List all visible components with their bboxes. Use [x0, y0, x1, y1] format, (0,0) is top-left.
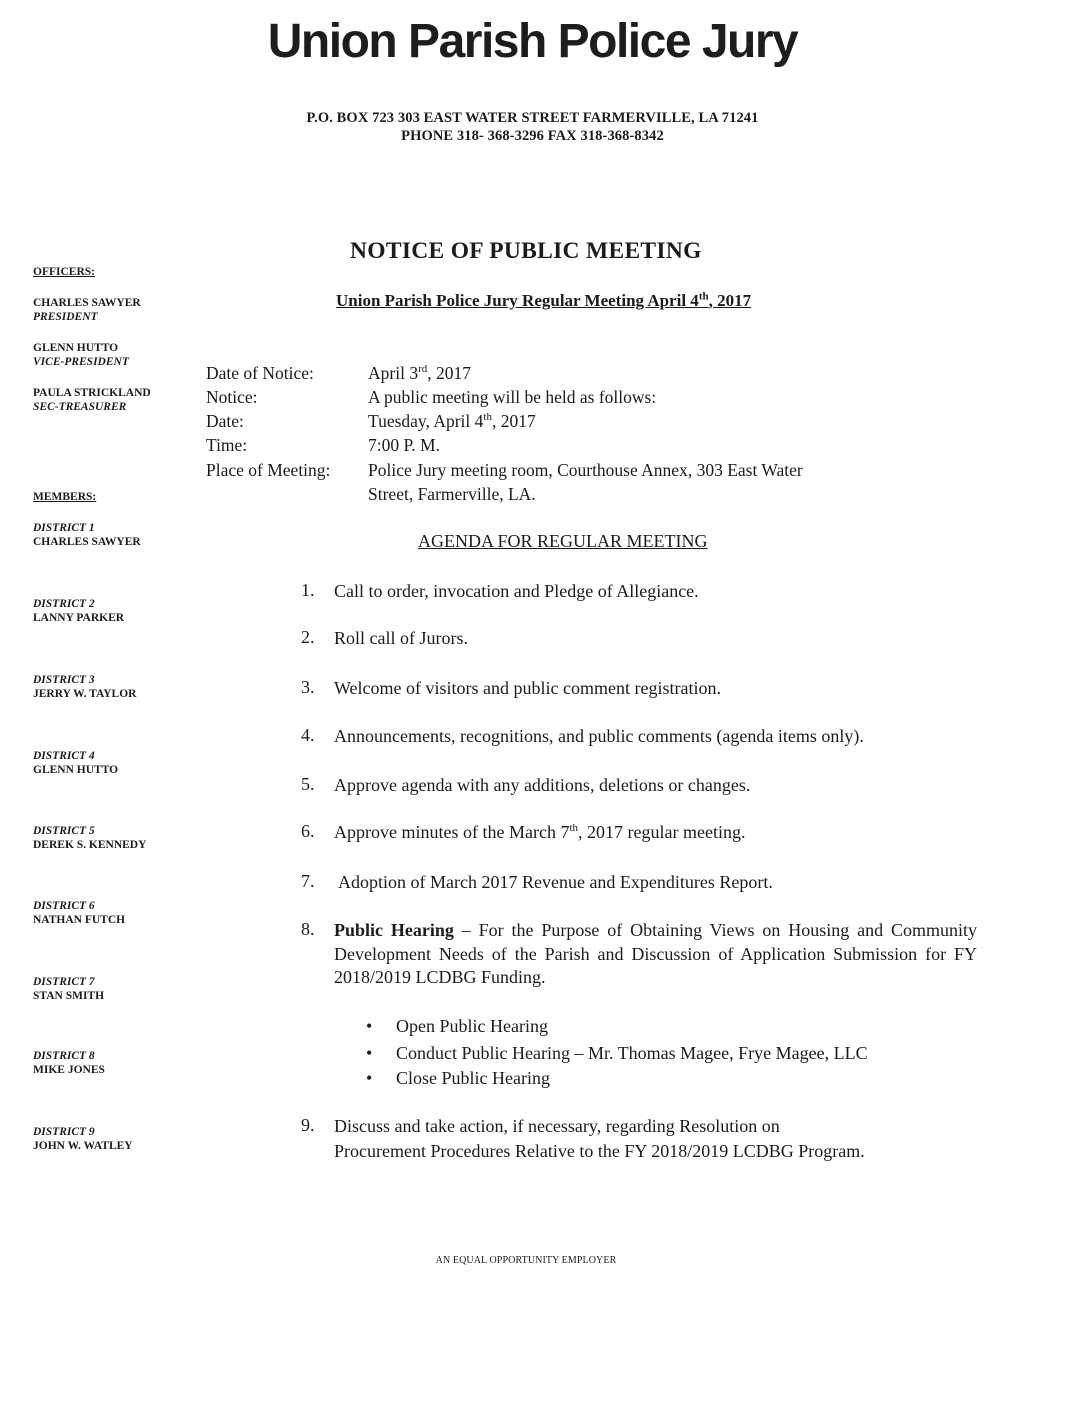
- member-name: GLENN HUTTO: [33, 764, 119, 776]
- officers-heading: OFFICERS:: [33, 266, 95, 278]
- member-entry: [33, 1125, 133, 1153]
- agenda-item-number: 6.: [301, 821, 315, 841]
- bullet-icon: •: [366, 1016, 373, 1036]
- info-value: Street, Farmerville, LA.: [368, 484, 536, 504]
- bullet-icon: •: [366, 1068, 373, 1088]
- public-hearing-label: Public Hearing: [334, 920, 454, 940]
- officer-title: PRESIDENT: [33, 311, 98, 323]
- notice-title: NOTICE OF PUBLIC MEETING: [350, 238, 702, 264]
- member-district: DISTRICT 2: [33, 598, 95, 610]
- info-label: Place of Meeting:: [206, 460, 331, 480]
- member-name: JERRY W. TAYLOR: [33, 688, 137, 700]
- info-label: Date of Notice:: [206, 363, 314, 383]
- letterhead-phone-fax: PHONE 318- 368-3296 FAX 318-368-8342: [401, 128, 664, 144]
- letterhead-address: P.O. BOX 723 303 EAST WATER STREET FARMERVILLE, LA 71241: [306, 110, 759, 126]
- agenda-item: Approve agenda with any additions, deletions or changes.: [334, 775, 751, 795]
- officer-entry: [33, 296, 141, 324]
- member-entry: [33, 899, 125, 927]
- agenda-heading: AGENDA FOR REGULAR MEETING: [418, 531, 708, 551]
- member-name: CHARLES SAWYER: [33, 536, 141, 548]
- agenda-item-number: 5.: [301, 774, 315, 794]
- bullet-icon: •: [366, 1043, 373, 1063]
- agenda-item: Announcements, recognitions, and public comments (agenda items only).: [334, 726, 864, 746]
- member-entry: [33, 749, 118, 777]
- agenda-item-number: 8.: [301, 919, 315, 939]
- info-value: Tuesday, April 4th, 2017: [368, 411, 536, 431]
- agenda-item: Call to order, invocation and Pledge of Allegiance.: [334, 581, 699, 601]
- info-value: 7:00 P. M.: [368, 435, 440, 455]
- member-district: DISTRICT 9: [33, 1126, 95, 1138]
- info-label: Date:: [206, 411, 244, 431]
- member-name: LANNY PARKER: [33, 612, 125, 624]
- member-name: MIKE JONES: [33, 1064, 105, 1076]
- agenda-item-number: 4.: [301, 725, 315, 745]
- footer-eoe: AN EQUAL OPPORTUNITY EMPLOYER: [435, 1255, 617, 1266]
- meeting-heading: Union Parish Police Jury Regular Meeting April 4th, 2017: [336, 290, 752, 310]
- agenda-item-continuation: Procurement Procedures Relative to the FY 2018/2019 LCDBG Program.: [334, 1141, 865, 1161]
- hearing-bullet: Close Public Hearing: [396, 1068, 550, 1088]
- agenda-item: Discuss and take action, if necessary, regarding Resolution on: [334, 1116, 780, 1136]
- officer-entry: [33, 341, 129, 369]
- officer-name: CHARLES SAWYER: [33, 297, 141, 309]
- member-district: DISTRICT 3: [33, 674, 95, 686]
- agenda-item-number: 2.: [301, 627, 315, 647]
- officer-title: VICE-PRESIDENT: [33, 356, 129, 368]
- agenda-item-number: 7.: [301, 871, 315, 891]
- agenda-item: Adoption of March 2017 Revenue and Expenditures Report.: [338, 872, 773, 892]
- info-label: Notice:: [206, 387, 258, 407]
- member-name: DEREK S. KENNEDY: [33, 839, 147, 851]
- member-entry: [33, 521, 141, 549]
- agenda-item-number: 9.: [301, 1115, 315, 1135]
- member-entry: [33, 673, 136, 701]
- agenda-item: Public Hearing – For the Purpose of Obtaining Views on Housing and Community Development Needs of the Parish and Discussion of Application Submission for FY 2018/2019 LCDBG Funding.: [334, 920, 977, 987]
- agenda-item: Approve minutes of the March 7th, 2017 regular meeting.: [334, 822, 746, 842]
- agenda-item-number: 1.: [301, 580, 315, 600]
- member-entry: [33, 1049, 105, 1077]
- officer-entry: [33, 386, 151, 414]
- members-heading: MEMBERS:: [33, 491, 97, 503]
- agenda-item-number: 3.: [301, 677, 315, 697]
- member-entry: [33, 824, 146, 852]
- officer-name: PAULA STRICKLAND: [33, 387, 151, 399]
- info-value: April 3rd, 2017: [368, 363, 471, 383]
- agenda-item: Welcome of visitors and public comment registration.: [334, 678, 721, 698]
- member-district: DISTRICT 6: [33, 900, 95, 912]
- info-label: Time:: [206, 435, 248, 455]
- agenda-item: Roll call of Jurors.: [334, 628, 468, 648]
- hearing-bullet: Conduct Public Hearing – Mr. Thomas Magee, Frye Magee, LLC: [396, 1043, 868, 1063]
- member-district: DISTRICT 8: [33, 1050, 95, 1062]
- officer-name: GLENN HUTTO: [33, 342, 119, 354]
- hearing-bullet: Open Public Hearing: [396, 1016, 548, 1036]
- member-entry: [33, 975, 104, 1003]
- letterhead-title: Union Parish Police Jury: [267, 15, 798, 68]
- member-district: DISTRICT 1: [33, 522, 95, 534]
- member-district: DISTRICT 5: [33, 825, 95, 837]
- officer-title: SEC-TREASURER: [33, 401, 127, 413]
- member-name: NATHAN FUTCH: [33, 914, 126, 926]
- info-value: A public meeting will be held as follows:: [368, 387, 657, 407]
- member-district: DISTRICT 4: [33, 750, 95, 762]
- info-value: Police Jury meeting room, Courthouse Annex, 303 East Water: [368, 460, 803, 480]
- member-name: JOHN W. WATLEY: [33, 1140, 133, 1152]
- member-name: STAN SMITH: [33, 990, 105, 1002]
- member-entry: [33, 597, 124, 625]
- member-district: DISTRICT 7: [33, 976, 95, 988]
